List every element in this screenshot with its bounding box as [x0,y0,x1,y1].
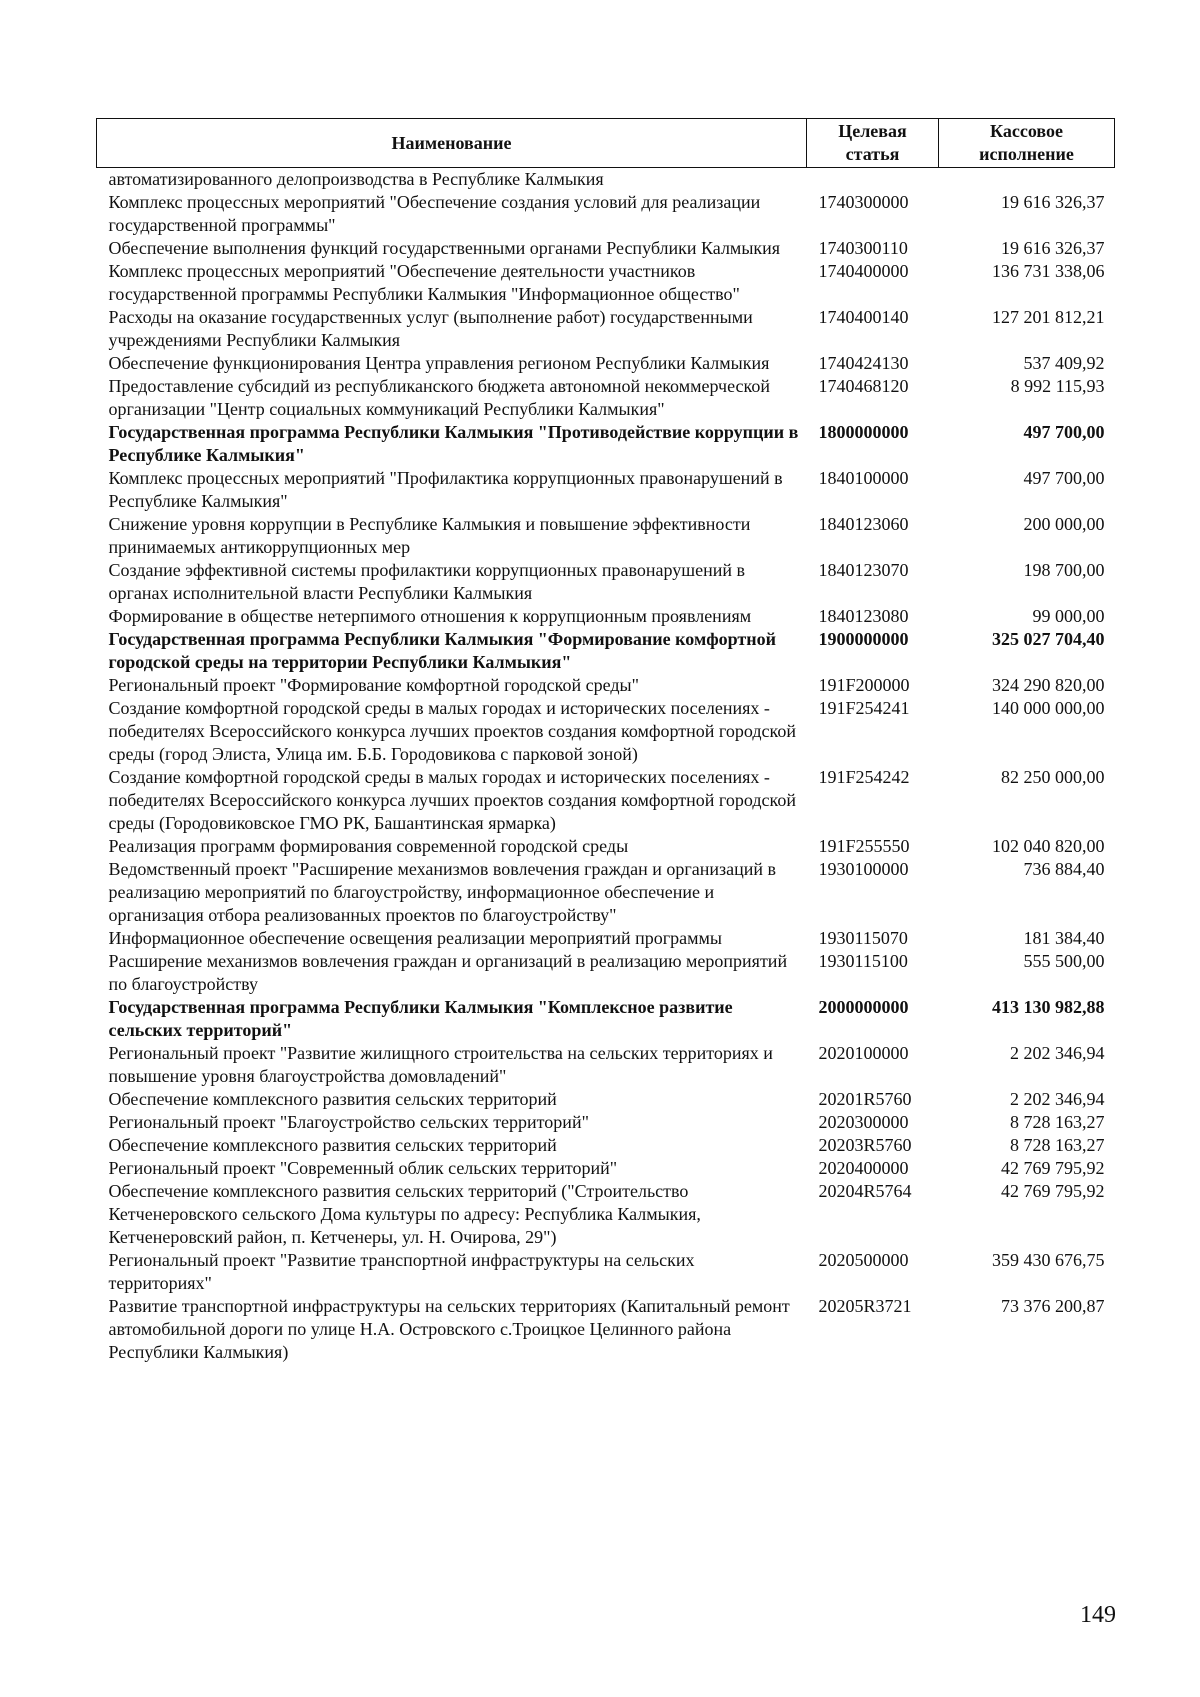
row-amount: 181 384,40 [1023,928,1105,948]
row-amount: 19 616 326,37 [1001,192,1105,212]
row-code: 1900000000 [818,629,909,649]
row-code: 2020100000 [818,1043,909,1063]
row-code: 2020400000 [818,1158,909,1178]
row-amount: 8 728 163,27 [1010,1112,1105,1132]
table-header [97,119,1115,168]
row-name: Обеспечение выполнения функций государственными органами Республики Калмыкия [108,238,781,258]
table-row [97,375,1115,421]
row-amount: 136 731 338,06 [992,261,1105,281]
table-row [97,421,1115,467]
table-row [97,1111,1115,1134]
row-code: 1740300110 [818,238,908,258]
row-code: 1930115070 [818,928,908,948]
row-name: Создание комфортной городской среды в малых городах и исторических поселениях - победителях Всероссийского конкурса лучших проектов создания комфортной городской среды (город Элиста, Улица им. Б.Б. Городовикова с парковой зоной) [108,698,796,764]
row-name: Расширение механизмов вовлечения граждан и организаций в реализацию мероприятий по благоустройству [108,951,788,994]
row-amount: 198 700,00 [1023,560,1105,580]
table-row [97,237,1115,260]
row-name: Ведомственный проект "Расширение механизмов вовлечения граждан и организаций в реализацию мероприятий по благоустройству, информационное обеспечение и организация отбора реализованных проектов по благоустройству" [108,859,776,925]
table-row [97,260,1115,306]
row-amount: 42 769 795,92 [1001,1158,1105,1178]
row-amount: 413 130 982,88 [992,997,1105,1017]
row-name: Комплекс процессных мероприятий "Профилактика коррупционных правонарушений в Республике Калмыкия" [108,468,783,511]
table-row [97,1042,1115,1088]
table-row [97,352,1115,375]
row-code: 1800000000 [818,422,909,442]
row-code: 191F255550 [818,836,910,856]
row-amount: 2 202 346,94 [1010,1043,1105,1063]
table-row [97,858,1115,927]
table-row [97,697,1115,766]
table-row [97,168,1115,192]
row-amount: 359 430 676,75 [992,1250,1105,1270]
table-row [97,1157,1115,1180]
row-code: 20204R5764 [818,1181,912,1201]
table-row [97,766,1115,835]
row-code: 1740468120 [818,376,909,396]
row-name: Создание комфортной городской среды в малых городах и исторических поселениях - победителях Всероссийского конкурса лучших проектов создания комфортной городской среды (Городовиковское ГМО РК, Башантинская ярмарка) [108,767,796,833]
table-row [97,1180,1115,1249]
row-code: 2020300000 [818,1112,909,1132]
table-row [97,605,1115,628]
row-name: Государственная программа Республики Калмыкия "Противодействие коррупции в Республике Калмыкия" [108,422,799,465]
row-name: Создание эффективной системы профилактики коррупционных правонарушений в органах исполнительной власти Республики Калмыкия [108,560,746,603]
budget-table [96,118,1115,1364]
table-row [97,950,1115,996]
row-amount: 2 202 346,94 [1010,1089,1105,1109]
document-page [96,118,1114,1364]
header-name: Наименование [97,119,807,168]
row-name: Расходы на оказание государственных услуг (выполнение работ) государственными учреждениями Республики Калмыкия [108,307,753,350]
row-code: 1740400140 [818,307,909,327]
row-code: 191F254242 [818,767,910,787]
row-amount: 324 290 820,00 [992,675,1105,695]
row-name: Комплекс процессных мероприятий "Обеспечение деятельности участников государственной программы Республики Калмыкия "Информационное общество" [108,261,740,304]
row-name: Реализация программ формирования современной городской среды [108,836,629,856]
row-code: 191F254241 [818,698,910,718]
table-row [97,927,1115,950]
row-code: 1840123060 [818,514,909,534]
table-row [97,835,1115,858]
row-amount: 73 376 200,87 [1001,1296,1105,1316]
row-amount: 102 040 820,00 [992,836,1105,856]
row-name: Развитие транспортной инфраструктуры на сельских территориях (Капитальный ремонт автомобильной дороги по улице Н.А. Островского с.Троицкое Целинного района Республики Калмыкия) [108,1296,790,1362]
row-code: 1740424130 [818,353,909,373]
row-name: Комплекс процессных мероприятий "Обеспечение создания условий для реализации государственной программы" [108,192,761,235]
row-code: 1930100000 [818,859,909,879]
row-code [807,168,939,192]
table-row [97,996,1115,1042]
table-row [97,467,1115,513]
table-row [97,1088,1115,1111]
row-amount: 555 500,00 [1023,951,1105,971]
row-amount: 19 616 326,37 [1001,238,1105,258]
row-code: 20203R5760 [818,1135,912,1155]
row-name: Снижение уровня коррупции в Республике Калмыкия и повышение эффективности принимаемых антикоррупционных мер [108,514,751,557]
row-amount: 497 700,00 [1023,422,1105,442]
row-code: 1840123070 [818,560,909,580]
row-amount: 8 728 163,27 [1010,1135,1105,1155]
row-code: 2020500000 [818,1250,909,1270]
row-amount: 325 027 704,40 [992,629,1105,649]
table-row [97,559,1115,605]
row-code: 1840123080 [818,606,909,626]
row-code: 1740300000 [818,192,909,212]
row-amount: 82 250 000,00 [1001,767,1105,787]
table-row [97,306,1115,352]
row-name: Региональный проект "Благоустройство сельских территорий" [108,1112,589,1132]
row-name: Государственная программа Республики Калмыкия "Формирование комфортной городской среды на территории Республики Калмыкия" [108,629,777,672]
table-row [97,513,1115,559]
row-amount: 736 884,40 [1023,859,1105,879]
row-code: 1930115100 [818,951,908,971]
row-name: Региональный проект "Формирование комфортной городской среды" [108,675,639,695]
row-code: 191F200000 [818,675,910,695]
row-amount: 127 201 812,21 [992,307,1105,327]
row-amount: 99 000,00 [1032,606,1105,626]
table-row [97,674,1115,697]
row-name: Региональный проект "Развитие жилищного строительства на сельских территориях и повышение уровня благоустройства домовладений" [108,1043,773,1086]
row-name: Региональный проект "Современный облик сельских территорий" [108,1158,618,1178]
header-code: Целевая статья [807,119,939,168]
row-name: Обеспечение комплексного развития сельских территорий [108,1089,557,1109]
row-code: 1840100000 [818,468,909,488]
row-name: Обеспечение комплексного развития сельских территорий [108,1135,557,1155]
row-amount: 200 000,00 [1023,514,1105,534]
row-name: автоматизированного делопроизводства в Республике Калмыкия [108,169,604,189]
table-row [97,1295,1115,1364]
table-row [97,628,1115,674]
row-amount: 8 992 115,93 [1010,376,1105,396]
row-name: Информационное обеспечение освещения реализации мероприятий программы [108,928,722,948]
row-code: 2000000000 [818,997,909,1017]
row-name: Государственная программа Республики Калмыкия "Комплексное развитие сельских территорий" [108,997,733,1040]
header-amount: Кассовое исполнение [939,119,1115,168]
row-amount: 497 700,00 [1023,468,1105,488]
table-row [97,1134,1115,1157]
row-amount: 537 409,92 [1023,353,1105,373]
row-name: Обеспечение комплексного развития сельских территорий ("Строительство Кетченеровского сельского Дома культуры по адресу: Республика Калмыкия, Кетченеровский район, п. Кетченеры, ул. Н. Очирова, 29") [108,1181,701,1247]
row-amount: 140 000 000,00 [992,698,1105,718]
row-code: 20201R5760 [818,1089,912,1109]
page-number: 149 [1080,1602,1116,1628]
row-amount [939,168,1115,192]
row-name: Предоставление субсидий из республиканского бюджета автономной некоммерческой организации "Центр социальных коммуникаций Республики Калмыкия" [108,376,770,419]
row-name: Обеспечение функционирования Центра управления регионом Республики Калмыкия [108,353,770,373]
table-row [97,1249,1115,1295]
row-name: Формирование в обществе нетерпимого отношения к коррупционным проявлениям [108,606,752,626]
table-row [97,191,1115,237]
row-name: Региональный проект "Развитие транспортной инфраструктуры на сельских территориях" [108,1250,695,1293]
table-body [97,168,1115,1365]
row-code: 1740400000 [818,261,909,281]
row-code: 20205R3721 [818,1296,912,1316]
row-amount: 42 769 795,92 [1001,1181,1105,1201]
